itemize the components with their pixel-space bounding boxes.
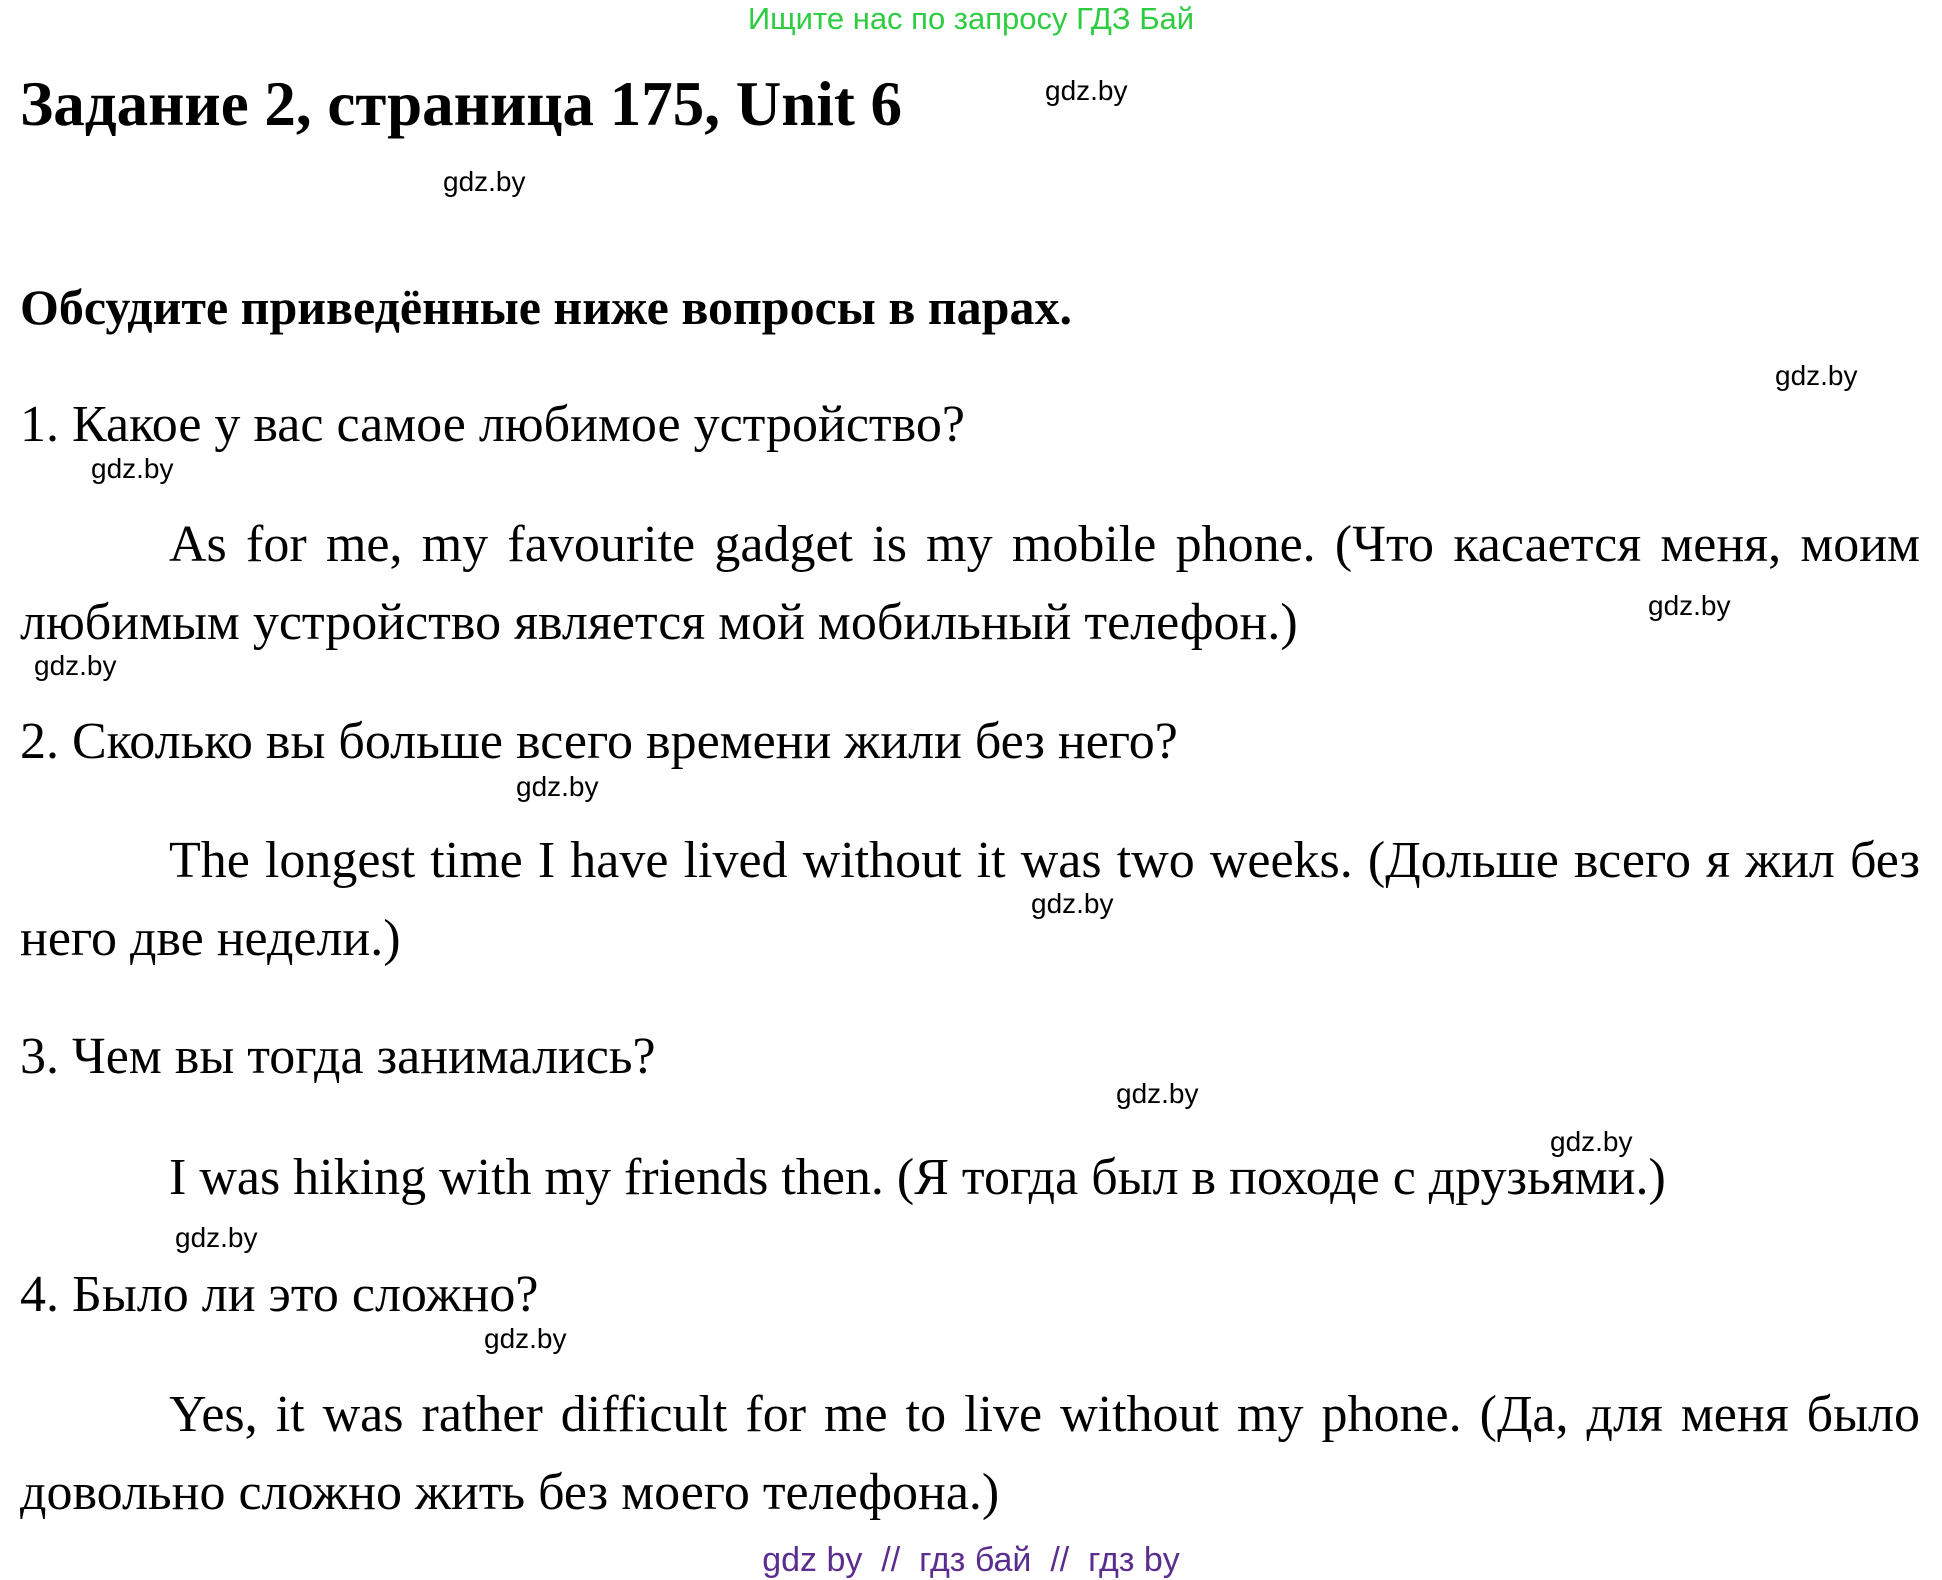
answer-1: As for me, my favourite gadget is my mobile phone. (Что касается меня, моим любимым устройство является мой мобильный телефон.) <box>20 516 1920 651</box>
watermark: gdz.by <box>1031 888 1114 919</box>
watermark: gdz.by <box>175 1222 258 1253</box>
watermark: gdz.by <box>443 166 526 197</box>
page-title: Задание 2, страница 175, Unit 6 <box>20 69 903 139</box>
question-1: 1. Какое у вас самое любимое устройство? <box>20 396 965 453</box>
watermark: gdz.by <box>484 1323 567 1354</box>
watermark: gdz.by <box>1116 1078 1199 1109</box>
question-2: 2. Сколько вы больше всего времени жили без него? <box>20 713 1178 770</box>
watermark: gdz.by <box>1775 360 1858 391</box>
question-4: 4. Было ли это сложно? <box>20 1266 539 1323</box>
watermark: gdz.by <box>34 650 117 681</box>
watermark: gdz.by <box>1045 75 1128 106</box>
watermark: gdz.by <box>516 771 599 802</box>
answer-4: Yes, it was rather difficult for me to live without my phone. (Да, для меня было довольно сложно жить без моего телефона.) <box>20 1386 1920 1521</box>
answer-3: I was hiking with my friends then. (Я тогда был в походе с друзьями.) <box>169 1149 1666 1206</box>
footer-watermark: gdz by // гдз бай // гдз by <box>762 1541 1180 1579</box>
question-3: 3. Чем вы тогда занимались? <box>20 1028 656 1085</box>
answer-2: The longest time I have lived without it was two weeks. (Дольше всего я жил без него две недели.) <box>20 832 1920 967</box>
watermark: gdz.by <box>91 453 174 484</box>
watermark: gdz.by <box>1550 1126 1633 1157</box>
task-instruction: Обсудите приведённые ниже вопросы в парах. <box>20 279 1072 335</box>
watermark: gdz.by <box>1648 590 1731 621</box>
search-banner: Ищите нас по запросу ГДЗ Бай <box>747 1 1195 36</box>
